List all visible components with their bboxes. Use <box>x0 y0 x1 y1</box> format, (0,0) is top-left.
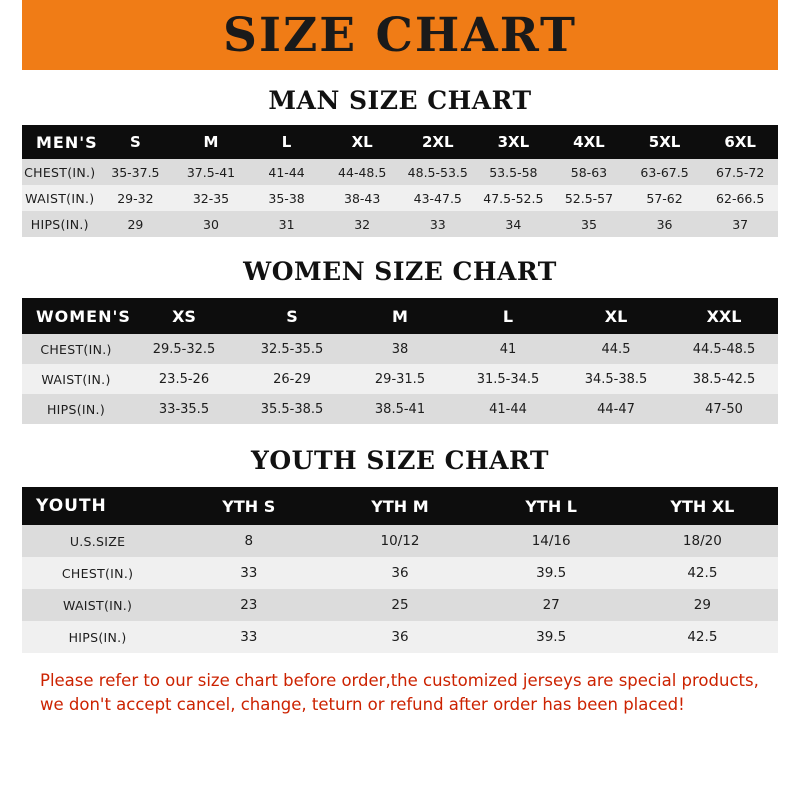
table-cell: 35.5-38.5 <box>238 394 346 424</box>
table-cell: 48.5-53.5 <box>400 159 476 185</box>
table-cell: 32.5-35.5 <box>238 334 346 364</box>
table-cell: 10/12 <box>324 525 475 557</box>
table-cell: 31.5-34.5 <box>454 364 562 394</box>
table-header-row <box>22 487 778 525</box>
column-header: S <box>98 125 174 159</box>
women-size-table <box>22 298 778 424</box>
table-cell: 41 <box>454 334 562 364</box>
table-cell: 43-47.5 <box>400 185 476 211</box>
table-cell: 29-32 <box>98 185 174 211</box>
row-label: HIPS(IN.) <box>22 394 130 424</box>
table-cell: 57-62 <box>627 185 703 211</box>
table-cell: 47.5-52.5 <box>476 185 552 211</box>
table-cell: 33 <box>400 211 476 237</box>
row-label: HIPS(IN.) <box>22 621 173 653</box>
table-cell: 29-31.5 <box>346 364 454 394</box>
column-header: M <box>346 298 454 334</box>
header-banner <box>0 0 800 70</box>
table-cell: 35 <box>551 211 627 237</box>
table-cell: 63-67.5 <box>627 159 703 185</box>
table-cell: 35-37.5 <box>98 159 174 185</box>
table-cell: 33 <box>173 621 324 653</box>
table-cell: 32-35 <box>173 185 249 211</box>
table-cell: 37.5-41 <box>173 159 249 185</box>
column-header: 2XL <box>400 125 476 159</box>
table-cell: 67.5-72 <box>702 159 778 185</box>
table-cell: 33 <box>173 557 324 589</box>
table-cell: 58-63 <box>551 159 627 185</box>
table-row <box>22 557 778 589</box>
table-cell: 23.5-26 <box>130 364 238 394</box>
table-cell: 41-44 <box>454 394 562 424</box>
row-label: CHEST(IN.) <box>22 334 130 364</box>
table-cell: 18/20 <box>627 525 778 557</box>
table-cell: 38 <box>346 334 454 364</box>
table-row <box>22 211 778 237</box>
table-row <box>22 621 778 653</box>
table-cell: 29 <box>98 211 174 237</box>
table-header-row <box>22 125 778 159</box>
column-header: YOUTH <box>22 487 173 525</box>
table-row <box>22 364 778 394</box>
row-label: WAIST(IN.) <box>22 364 130 394</box>
column-header: YTH L <box>476 487 627 525</box>
column-header: XXL <box>670 298 778 334</box>
column-header: S <box>238 298 346 334</box>
table-cell: 26-29 <box>238 364 346 394</box>
table-cell: 37 <box>702 211 778 237</box>
table-cell: 47-50 <box>670 394 778 424</box>
column-header: XS <box>130 298 238 334</box>
table-cell: 32 <box>324 211 400 237</box>
column-header: M <box>173 125 249 159</box>
table-cell: 42.5 <box>627 621 778 653</box>
column-header: YTH XL <box>627 487 778 525</box>
table-cell: 23 <box>173 589 324 621</box>
table-row <box>22 334 778 364</box>
banner-left-notch <box>0 0 22 70</box>
table-cell: 39.5 <box>476 557 627 589</box>
column-header: 5XL <box>627 125 703 159</box>
table-row <box>22 185 778 211</box>
row-label: HIPS(IN.) <box>22 211 98 237</box>
row-label: WAIST(IN.) <box>22 589 173 621</box>
table-cell: 33-35.5 <box>130 394 238 424</box>
footer-note-line-1: Please refer to our size chart before order,the customized jerseys are special products, <box>40 671 759 690</box>
column-header: XL <box>324 125 400 159</box>
table-row <box>22 589 778 621</box>
column-header: WOMEN'S <box>22 298 130 334</box>
table-row <box>22 159 778 185</box>
column-header: 3XL <box>476 125 552 159</box>
table-row <box>22 394 778 424</box>
table-cell: 52.5-57 <box>551 185 627 211</box>
column-header: YTH M <box>324 487 475 525</box>
row-label: WAIST(IN.) <box>22 185 98 211</box>
column-header: YTH S <box>173 487 324 525</box>
row-label: CHEST(IN.) <box>22 159 98 185</box>
page-title: SIZE CHART <box>223 7 577 63</box>
table-cell: 44.5 <box>562 334 670 364</box>
table-cell: 38-43 <box>324 185 400 211</box>
content-area <box>0 86 800 717</box>
table-cell: 36 <box>627 211 703 237</box>
table-cell: 53.5-58 <box>476 159 552 185</box>
column-header: 4XL <box>551 125 627 159</box>
table-cell: 38.5-41 <box>346 394 454 424</box>
youth-size-table <box>22 487 778 653</box>
table-cell: 36 <box>324 557 475 589</box>
man-size-table <box>22 125 778 237</box>
table-cell: 35-38 <box>249 185 325 211</box>
table-cell: 8 <box>173 525 324 557</box>
table-cell: 36 <box>324 621 475 653</box>
table-cell: 29.5-32.5 <box>130 334 238 364</box>
column-header: L <box>454 298 562 334</box>
youth-section-title: YOUTH SIZE CHART <box>251 446 549 475</box>
column-header: MEN'S <box>22 125 98 159</box>
table-row <box>22 525 778 557</box>
table-cell: 44-48.5 <box>324 159 400 185</box>
table-cell: 42.5 <box>627 557 778 589</box>
banner-right-notch <box>778 0 800 70</box>
footer-note-line-2: we don't accept cancel, change, teturn or refund after order has been placed! <box>40 694 685 714</box>
women-section-title: WOMEN SIZE CHART <box>243 257 557 286</box>
table-cell: 44-47 <box>562 394 670 424</box>
table-cell: 25 <box>324 589 475 621</box>
table-cell: 38.5-42.5 <box>670 364 778 394</box>
column-header: 6XL <box>702 125 778 159</box>
table-cell: 41-44 <box>249 159 325 185</box>
row-label: U.S.SIZE <box>22 525 173 557</box>
column-header: XL <box>562 298 670 334</box>
table-cell: 39.5 <box>476 621 627 653</box>
table-cell: 30 <box>173 211 249 237</box>
table-cell: 62-66.5 <box>702 185 778 211</box>
column-header: L <box>249 125 325 159</box>
table-header-row <box>22 298 778 334</box>
table-cell: 14/16 <box>476 525 627 557</box>
table-cell: 34.5-38.5 <box>562 364 670 394</box>
table-cell: 44.5-48.5 <box>670 334 778 364</box>
table-cell: 31 <box>249 211 325 237</box>
table-cell: 29 <box>627 589 778 621</box>
row-label: CHEST(IN.) <box>22 557 173 589</box>
footer-note <box>22 669 778 717</box>
table-cell: 34 <box>476 211 552 237</box>
table-cell: 27 <box>476 589 627 621</box>
man-section-title: MAN SIZE CHART <box>268 86 532 115</box>
